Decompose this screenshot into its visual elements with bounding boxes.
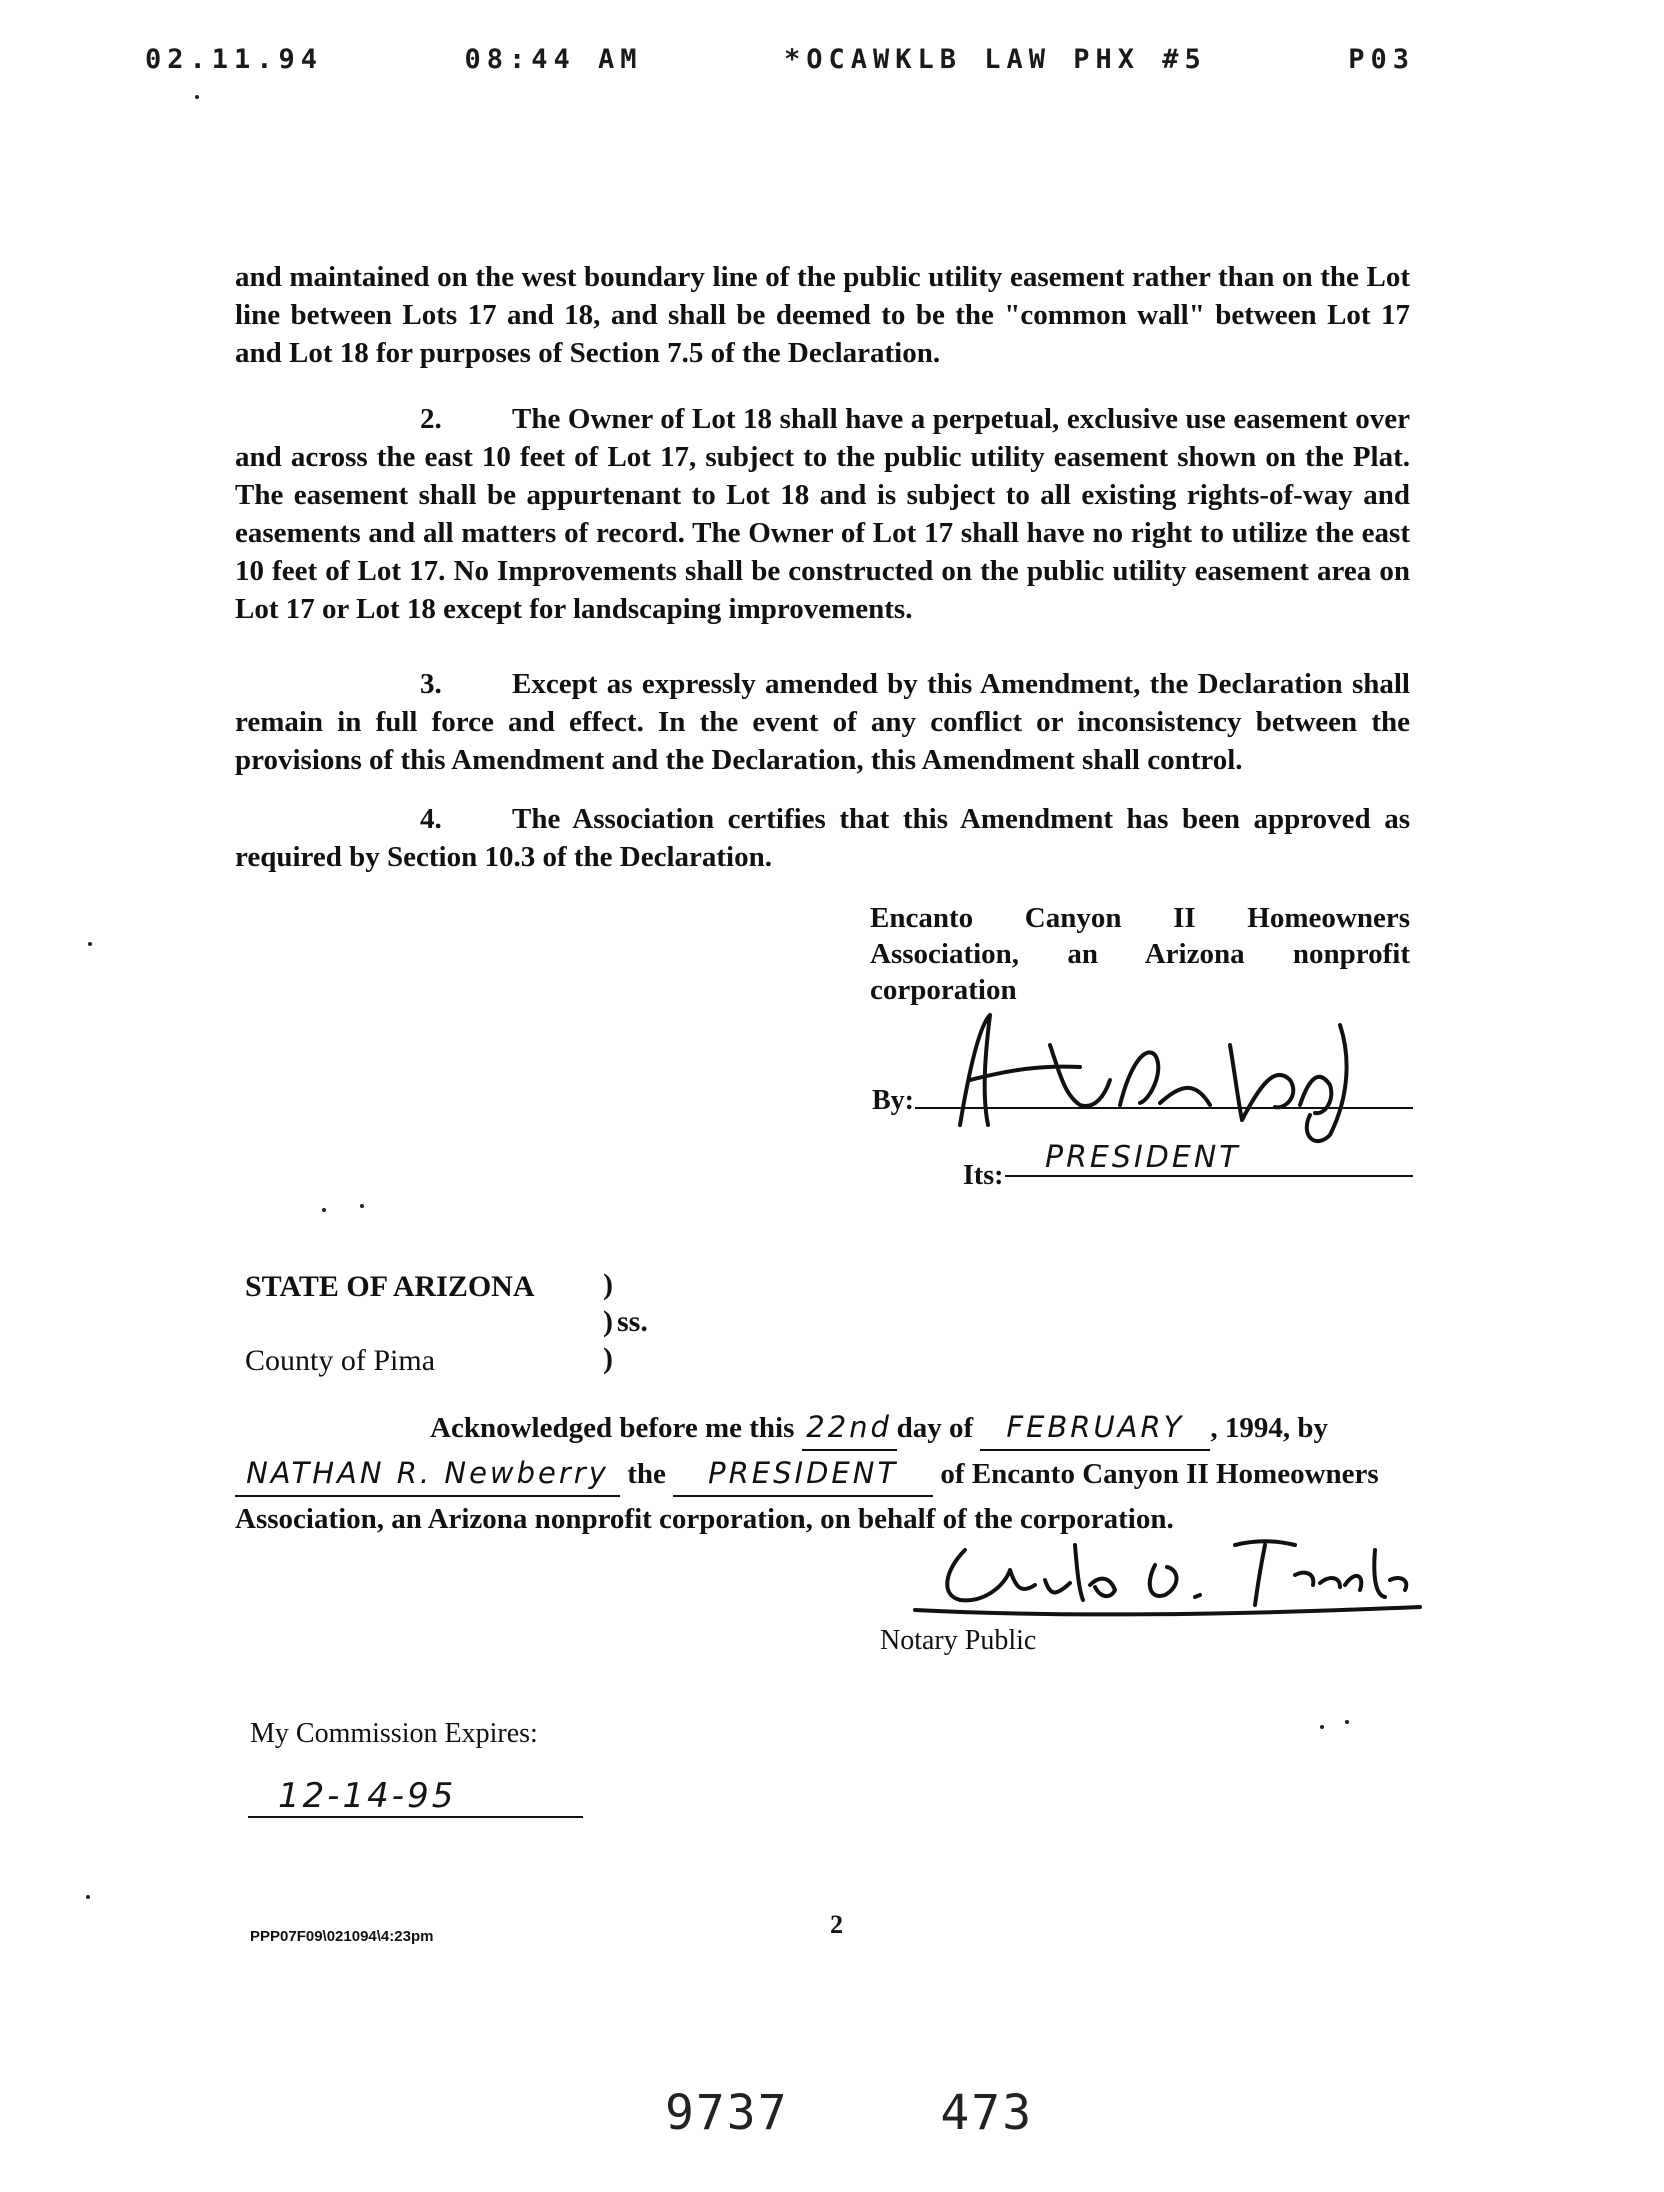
fax-time: 08:44 AM bbox=[464, 44, 643, 75]
ack-day-of: day of bbox=[896, 1412, 974, 1444]
file-code: PPP07F09\021094\4:23pm bbox=[250, 1928, 434, 1945]
fax-date: 02.11.94 bbox=[145, 44, 324, 75]
scan-speck bbox=[360, 1204, 364, 1208]
association-name: Encanto Canyon II Homeowners Association, an Arizona nonprofit corporation bbox=[870, 902, 1410, 1006]
its-value: PRESIDENT bbox=[1005, 1140, 1413, 1177]
commission-date: 12-14-95 bbox=[248, 1776, 583, 1818]
ack-suffix: of Encanto Canyon II Homeowners Association, an Arizona nonprofit corporation, on behalf of the corporation. bbox=[235, 1458, 1379, 1535]
paren-1: ) bbox=[603, 1268, 613, 1301]
record-number-book: 9737 bbox=[665, 2085, 789, 2141]
ack-name: NATHAN R. Newberry bbox=[235, 1451, 620, 1497]
page-number: 2 bbox=[830, 1910, 843, 1939]
ack-day: 22nd bbox=[802, 1405, 897, 1451]
notary-county: County of Pima bbox=[245, 1344, 436, 1377]
notary-public-label: Notary Public bbox=[880, 1625, 1037, 1656]
item-text: Except as expressly amended by this Amendment, the Declaration shall remain in full force and effect. In the event of any conflict or inconsistency between the provisions of this Amendment and the Declaration, this Amendment shall control. bbox=[235, 668, 1410, 776]
item-number: 2. bbox=[420, 403, 442, 435]
acknowledgement bbox=[235, 1405, 1415, 1541]
by-label: By: bbox=[872, 1085, 914, 1116]
its-label: Its: bbox=[963, 1160, 1004, 1191]
notary-ss: ss. bbox=[617, 1305, 648, 1338]
record-numbers bbox=[665, 2085, 1033, 2141]
ack-prefix: Acknowledged before me this bbox=[430, 1412, 795, 1444]
commission-label: My Commission Expires: bbox=[250, 1718, 538, 1749]
scan-speck bbox=[86, 1895, 90, 1899]
president-signature-image bbox=[930, 985, 1400, 1145]
notary-state: STATE OF ARIZONA bbox=[245, 1270, 535, 1303]
fax-sender: *OCAWKLB LAW PHX #5 bbox=[783, 44, 1207, 75]
paragraph-continuation: and maintained on the west boundary line of the public utility easement rather than on the Lot line between Lots 17 and 18, and shall be deemed to be the "common wall" between Lot 17 and Lot 18 for purposes of Section 7.5 of the Declaration. bbox=[235, 261, 1410, 369]
paragraph-item-4 bbox=[235, 800, 1410, 876]
scan-speck bbox=[1345, 1720, 1349, 1724]
notary-signature-image bbox=[905, 1525, 1425, 1625]
scan-speck bbox=[1320, 1725, 1324, 1729]
fax-header bbox=[145, 44, 1415, 75]
scan-speck bbox=[322, 1208, 326, 1212]
item-text: The Owner of Lot 18 shall have a perpetual, exclusive use easement over and across the east 10 feet of Lot 17, subject to the public utility easement shown on the Plat. The easement shall be appurtenant to Lot 18 and is subject to all existing rights-of-way and easements and all matters of record. The Owner of Lot 17 shall have no right to utilize the east 10 feet of Lot 17. No Improvements shall be constructed on the public utility easement area on Lot 17 or Lot 18 except for landscaping improvements. bbox=[235, 403, 1410, 625]
paren-3: ) bbox=[603, 1342, 613, 1375]
record-number-page: 473 bbox=[940, 2085, 1034, 2141]
ack-month: FEBRUARY bbox=[980, 1405, 1210, 1451]
scan-speck bbox=[88, 942, 92, 946]
scan-speck bbox=[195, 95, 199, 99]
item-number: 3. bbox=[420, 668, 442, 700]
item-number: 4. bbox=[420, 803, 442, 835]
paragraph-item-2 bbox=[235, 400, 1410, 628]
ack-year: , 1994, by bbox=[1210, 1412, 1329, 1444]
item-text: The Association certifies that this Amendment has been approved as required by Section 10.3 of the Declaration. bbox=[235, 803, 1410, 873]
ack-title: PRESIDENT bbox=[673, 1451, 933, 1497]
paragraph-item-3 bbox=[235, 665, 1410, 779]
paren-2: ) bbox=[603, 1305, 613, 1338]
fax-page: P03 bbox=[1348, 44, 1415, 75]
ack-the: the bbox=[627, 1458, 666, 1490]
